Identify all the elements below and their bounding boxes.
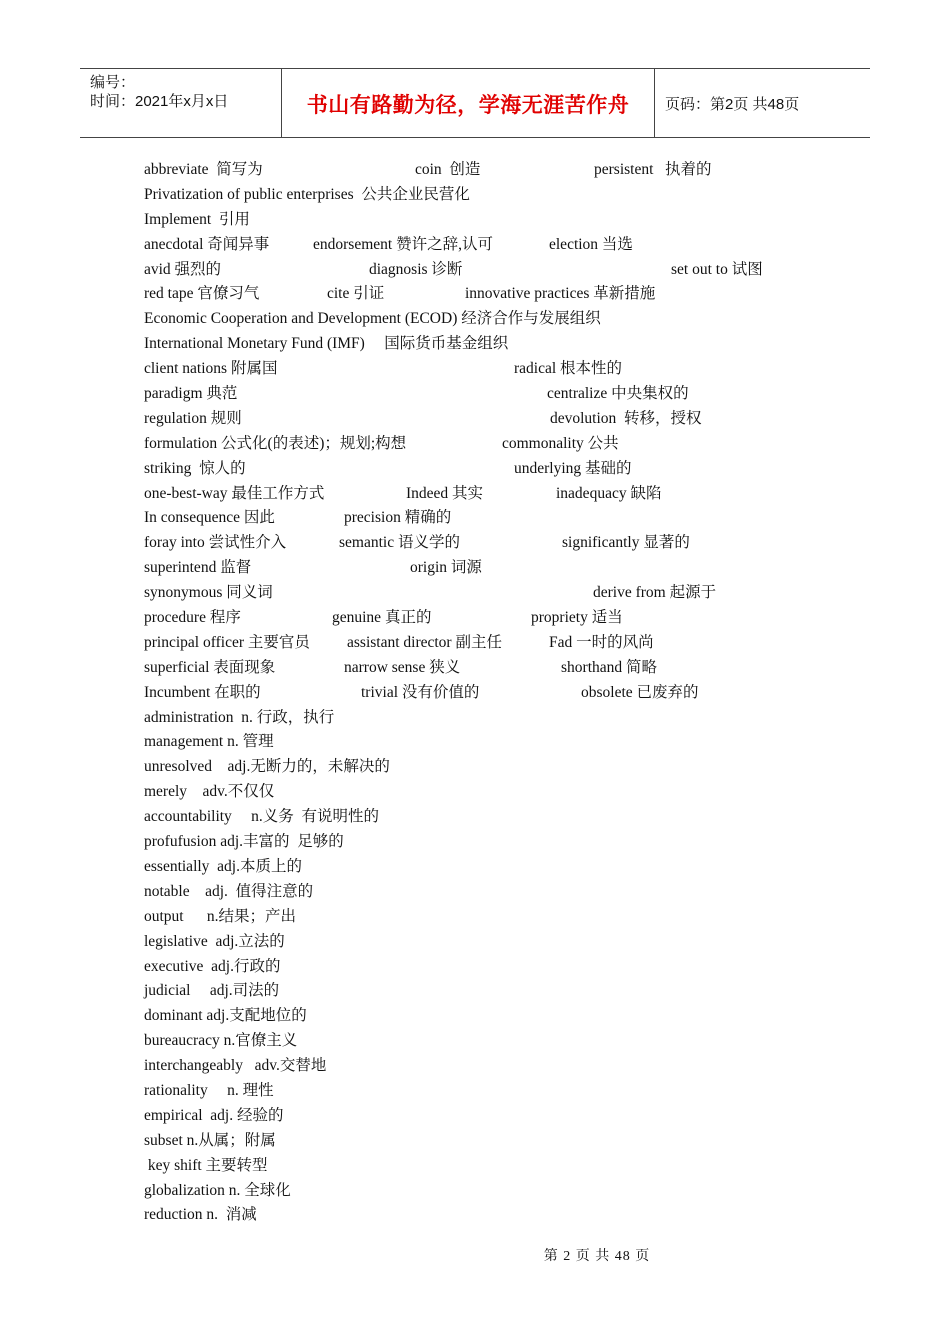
vocab-term: judicial adj.司法的 bbox=[144, 982, 280, 1000]
vocab-term: anecdotal 奇闻异事 bbox=[144, 235, 270, 253]
vocab-line bbox=[144, 307, 844, 332]
vocab-term: derive from 起源于 bbox=[593, 584, 717, 602]
vocab-line bbox=[144, 1104, 844, 1129]
header-page-info: 页码：第2页 共48页 bbox=[665, 96, 800, 113]
vocab-term: key shift 主要转型 bbox=[144, 1156, 268, 1174]
page-footer bbox=[0, 1245, 950, 1265]
vocab-line bbox=[144, 1129, 844, 1154]
vocab-line bbox=[144, 332, 844, 357]
vocab-line bbox=[144, 556, 844, 581]
vocab-term: superintend 监督 bbox=[144, 559, 252, 577]
document-number-label: 编号： bbox=[90, 74, 136, 91]
vocab-term: diagnosis 诊断 bbox=[369, 260, 463, 278]
vocab-line bbox=[144, 606, 844, 631]
vocab-line bbox=[144, 1203, 844, 1228]
vocab-line bbox=[144, 1029, 844, 1054]
vocab-term: subset n.从属；附属 bbox=[144, 1131, 276, 1149]
vocab-term: inadequacy 缺陷 bbox=[556, 484, 662, 502]
vocab-term: In consequence 因此 bbox=[144, 509, 275, 527]
vocab-line bbox=[144, 282, 844, 307]
vocab-line bbox=[144, 1054, 844, 1079]
vocab-term: underlying 基础的 bbox=[514, 459, 632, 477]
header-page-cell bbox=[655, 69, 870, 137]
vocab-term: interchangeably adv.交替地 bbox=[144, 1057, 327, 1075]
vocab-term: merely adv.不仅仅 bbox=[144, 783, 275, 801]
vocab-term: radical 根本性的 bbox=[514, 360, 623, 378]
vocab-line bbox=[144, 780, 844, 805]
vocab-term: reduction n. 消减 bbox=[144, 1206, 257, 1224]
vocab-term: management n. 管理 bbox=[144, 733, 274, 751]
vocab-term: obsolete 已废弃的 bbox=[581, 683, 699, 701]
header-motto: 书山有路勤为径，学海无涯苦作舟 bbox=[306, 93, 630, 117]
vocab-term: unresolved adj.无断力的，未解决的 bbox=[144, 758, 390, 776]
vocab-term: striking 惊人的 bbox=[144, 459, 246, 477]
vocab-term: Privatization of public enterprises 公共企业民营化 bbox=[144, 185, 470, 203]
vocab-line bbox=[144, 357, 844, 382]
vocabulary-list bbox=[144, 158, 844, 1228]
vocab-term: one-best-way 最佳工作方式 bbox=[144, 484, 325, 502]
vocab-term: regulation 规则 bbox=[144, 409, 242, 427]
vocab-term: superficial 表面现象 bbox=[144, 658, 276, 676]
vocab-term: origin 词源 bbox=[410, 559, 482, 577]
header-meta-cell bbox=[80, 69, 282, 137]
footer-page-number: 第 2 页 共 48 页 bbox=[543, 1249, 651, 1264]
vocab-term: propriety 适当 bbox=[531, 609, 623, 627]
vocab-line bbox=[144, 1179, 844, 1204]
vocab-term: International Monetary Fund (IMF) 国际货币基金组织 bbox=[144, 335, 509, 353]
vocab-line bbox=[144, 755, 844, 780]
vocab-line bbox=[144, 1079, 844, 1104]
vocab-term: significantly 显著的 bbox=[562, 534, 690, 552]
vocab-term: set out to 试图 bbox=[671, 260, 763, 278]
vocab-line bbox=[144, 208, 844, 233]
vocab-term: coin 创造 bbox=[415, 161, 481, 178]
vocab-term: synonymous 同义词 bbox=[144, 584, 273, 602]
vocab-term: legislative adj.立法的 bbox=[144, 932, 285, 950]
vocab-term: client nations 附属国 bbox=[144, 360, 278, 378]
vocab-line bbox=[144, 382, 844, 407]
vocab-line bbox=[144, 830, 844, 855]
vocab-line bbox=[144, 1004, 844, 1029]
vocab-term: precision 精确的 bbox=[344, 509, 452, 527]
vocab-line bbox=[144, 581, 844, 606]
vocab-term: commonality 公共 bbox=[502, 434, 619, 452]
vocab-term: executive adj.行政的 bbox=[144, 957, 281, 975]
vocab-term: trivial 没有价值的 bbox=[361, 683, 480, 701]
vocab-term: Implement 引用 bbox=[144, 210, 250, 228]
vocab-line bbox=[144, 681, 844, 706]
vocab-line bbox=[144, 158, 844, 183]
vocab-term: devolution 转移，授权 bbox=[550, 409, 702, 427]
vocab-line bbox=[144, 506, 844, 531]
vocab-term: paradigm 典范 bbox=[144, 385, 238, 403]
vocab-term: Fad 一时的风尚 bbox=[549, 633, 654, 651]
vocab-line bbox=[144, 233, 844, 258]
vocab-term: Incumbent 在职的 bbox=[144, 683, 261, 701]
vocab-term: assistant director 副主任 bbox=[347, 633, 502, 651]
vocab-term: foray into 尝试性介入 bbox=[144, 534, 287, 552]
vocab-term: procedure 程序 bbox=[144, 609, 241, 627]
header-motto-cell bbox=[282, 69, 655, 137]
vocab-line bbox=[144, 531, 844, 556]
vocab-line bbox=[144, 656, 844, 681]
vocab-term: cite 引证 bbox=[327, 285, 385, 303]
vocab-term: election 当选 bbox=[549, 235, 633, 253]
vocab-term: endorsement 赞许之辞,认可 bbox=[313, 235, 493, 253]
vocab-term: administration n. 行政，执行 bbox=[144, 708, 335, 726]
vocab-term: centralize 中央集权的 bbox=[547, 385, 689, 403]
vocab-line bbox=[144, 955, 844, 980]
vocab-term: principal officer 主要官员 bbox=[144, 633, 310, 651]
vocab-term: dominant adj.支配地位的 bbox=[144, 1007, 307, 1025]
vocab-term: profufusion adj.丰富的 足够的 bbox=[144, 833, 344, 851]
vocab-term: semantic 语义学的 bbox=[339, 534, 460, 552]
vocab-line bbox=[144, 457, 844, 482]
vocab-term: avid 强烈的 bbox=[144, 260, 222, 278]
vocab-line bbox=[144, 855, 844, 880]
vocab-term: empirical adj. 经验的 bbox=[144, 1106, 284, 1124]
vocab-line bbox=[144, 482, 844, 507]
vocab-line bbox=[144, 805, 844, 830]
vocab-term: notable adj. 值得注意的 bbox=[144, 882, 314, 900]
vocab-line bbox=[144, 930, 844, 955]
vocab-line bbox=[144, 979, 844, 1004]
vocab-term: persistent 执着的 bbox=[594, 161, 712, 178]
vocab-term: accountability n.义务 有说明性的 bbox=[144, 808, 380, 826]
vocab-line bbox=[144, 631, 844, 656]
vocab-term: formulation 公式化(的表述)；规划;构想 bbox=[144, 434, 407, 452]
vocab-term: abbreviate 简写为 bbox=[144, 161, 263, 178]
vocab-term: Economic Cooperation and Development (ECOD) 经济合作与发展组织 bbox=[144, 310, 601, 328]
vocab-term: innovative practices 革新措施 bbox=[465, 285, 656, 303]
vocab-term: rationality n. 理性 bbox=[144, 1081, 274, 1099]
vocab-term: globalization n. 全球化 bbox=[144, 1181, 291, 1199]
vocab-term: bureaucracy n.官僚主义 bbox=[144, 1032, 298, 1050]
vocab-term: genuine 真正的 bbox=[332, 609, 432, 627]
vocab-line bbox=[144, 432, 844, 457]
document-date: 时间：2021年x月x日 bbox=[90, 93, 229, 110]
vocab-line bbox=[144, 183, 844, 208]
vocab-term: shorthand 简略 bbox=[561, 658, 658, 676]
vocab-line bbox=[144, 730, 844, 755]
vocab-term: narrow sense 狭义 bbox=[344, 658, 461, 676]
vocab-line bbox=[144, 880, 844, 905]
vocab-term: Indeed 其实 bbox=[406, 484, 484, 502]
page-header bbox=[80, 68, 870, 138]
vocab-line bbox=[144, 407, 844, 432]
vocab-term: red tape 官僚习气 bbox=[144, 285, 260, 303]
vocab-term: output n.结果；产出 bbox=[144, 907, 296, 925]
vocab-line bbox=[144, 1154, 844, 1179]
vocab-line bbox=[144, 905, 844, 930]
vocab-line bbox=[144, 258, 844, 283]
vocab-line bbox=[144, 706, 844, 731]
vocab-term: essentially adj.本质上的 bbox=[144, 857, 302, 875]
